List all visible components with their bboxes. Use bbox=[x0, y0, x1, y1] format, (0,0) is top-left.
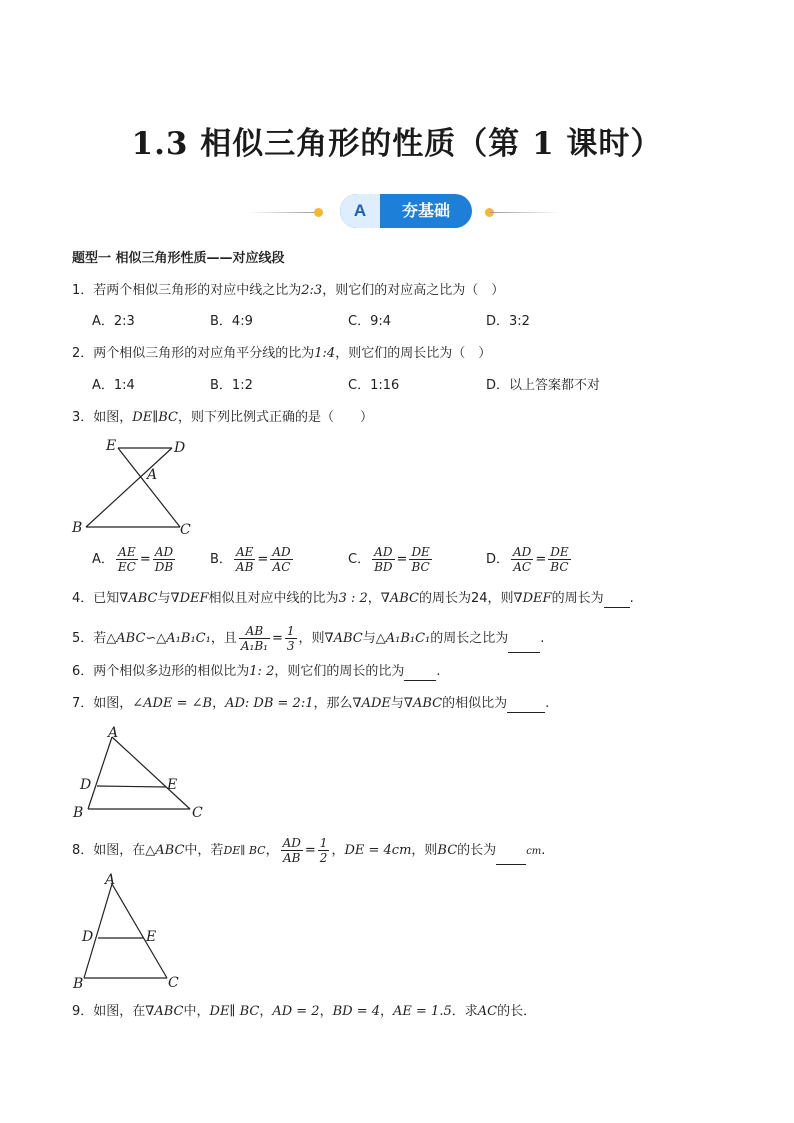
q2-stem: 2．两个相似三角形的对应角平分线的比为 bbox=[72, 346, 315, 361]
q1-ratio: 2:3 bbox=[301, 283, 323, 298]
banner-letter: A bbox=[340, 194, 380, 228]
q9-ae-value: AE = 1.5 bbox=[393, 1004, 452, 1019]
q8-text-5: ，则 bbox=[411, 843, 438, 858]
q7-text-3: ，那么 bbox=[313, 696, 353, 711]
q4-end: . bbox=[629, 591, 634, 606]
q8-num: AD bbox=[282, 836, 301, 850]
q3a-num-1: AE bbox=[116, 545, 138, 560]
q3-label-B: B bbox=[72, 520, 83, 536]
q7-label-E: E bbox=[167, 777, 178, 793]
q2-ratio: 1:4 bbox=[314, 346, 336, 361]
q3d-frac-2 bbox=[548, 545, 570, 574]
question-3 bbox=[72, 409, 373, 427]
q3a-frac-2 bbox=[153, 545, 175, 574]
banner-right-line bbox=[490, 212, 560, 213]
q3-label-E: E bbox=[106, 438, 117, 454]
q5-triangle-abc: ∇ABC bbox=[324, 631, 363, 646]
q7-end: . bbox=[545, 696, 550, 711]
q3a-num-2: AD bbox=[153, 545, 175, 560]
q7-segment-AB bbox=[88, 737, 112, 809]
q8-label-A: A bbox=[105, 872, 116, 888]
q8-den: AB bbox=[283, 851, 301, 865]
q3-option-d[interactable]: D． $\frac{AD}{AC}$ = $\frac{DE}{BC}$ bbox=[486, 545, 569, 574]
q4-triangle-abc-2: ∇ABC bbox=[380, 591, 419, 606]
q5-frac-ab bbox=[239, 624, 270, 653]
question-2 bbox=[72, 345, 491, 363]
q5-text-1: 5．若 bbox=[72, 631, 107, 646]
q3-option-b[interactable]: B． $\frac{AE}{AB}$ = $\frac{AD}{AC}$ bbox=[210, 545, 291, 574]
q6-answer-blank[interactable] bbox=[404, 666, 436, 681]
q8-label-C: C bbox=[168, 975, 179, 991]
q6-ratio: 1: 2 bbox=[249, 664, 275, 679]
q3b-frac-1 bbox=[234, 545, 255, 574]
q7-label-D: D bbox=[80, 777, 92, 793]
q7-text-2: ， bbox=[212, 696, 226, 711]
q9-text-7: 的长． bbox=[497, 1004, 537, 1019]
q6-text-1: 6．两个相似多边形的相似比为 bbox=[72, 664, 250, 679]
q7-label-B: B bbox=[73, 805, 84, 821]
q4-triangle-def: ∇DEF bbox=[170, 591, 209, 606]
q7-triangle-ade: ∇ADE bbox=[352, 696, 391, 711]
q3c-frac-1 bbox=[372, 545, 394, 574]
q3b-frac-2 bbox=[270, 545, 292, 574]
q3d-frac-1 bbox=[511, 545, 533, 574]
q3b-num-1: AE bbox=[234, 545, 255, 560]
q9-triangle-abc: ∇ABC bbox=[145, 1004, 184, 1019]
q9-text-6: ．求 bbox=[451, 1004, 478, 1019]
q9-text-5: ， bbox=[380, 1004, 394, 1019]
q3c-den-1: BD bbox=[374, 560, 393, 574]
q3a-label: A． bbox=[92, 552, 114, 567]
q3-condition: DE∥BC bbox=[132, 410, 178, 425]
q3b-num-2: AD bbox=[272, 545, 291, 559]
question-4 bbox=[72, 590, 634, 608]
q8-length-condition: DE = 4cm bbox=[344, 843, 412, 858]
question-8 bbox=[72, 836, 545, 865]
section-heading: 题型一 相似三角形性质——对应线段 bbox=[72, 251, 285, 266]
q3-option-c[interactable]: C． $\frac{AD}{BD}$ = $\frac{DE}{BC}$ bbox=[348, 545, 430, 574]
q2-option-c[interactable]: C．1:16 bbox=[348, 378, 400, 393]
q5-text-4: 与 bbox=[362, 631, 376, 646]
q4-perimeter: 24 bbox=[470, 591, 488, 606]
q8-frac-value bbox=[318, 836, 330, 865]
q8-text-6: 的长为 bbox=[457, 843, 497, 858]
q8-frac-ad-ab bbox=[281, 836, 303, 865]
q2-option-b[interactable]: B．1:2 bbox=[210, 378, 253, 393]
q5-text-5: 的周长之比为 bbox=[430, 631, 509, 646]
q7-text-1: 7．如图， bbox=[72, 696, 133, 711]
q5-frac-num: 1 bbox=[286, 624, 295, 638]
q1-option-c[interactable]: C．9:4 bbox=[348, 314, 391, 329]
q5-num: AB bbox=[239, 624, 270, 639]
q2-option-a[interactable]: A．1:4 bbox=[92, 378, 135, 393]
question-7 bbox=[72, 695, 549, 713]
q3-figure bbox=[70, 436, 200, 536]
q8-figure bbox=[70, 872, 200, 992]
q5-answer-blank[interactable] bbox=[508, 638, 540, 653]
q7-segment-AC bbox=[112, 737, 190, 809]
q4-ratio: 3 : 2 bbox=[338, 591, 368, 606]
q8-label-B: B bbox=[73, 976, 84, 992]
q2-option-d[interactable]: D．以上答案都不对 bbox=[486, 378, 601, 393]
q3c-den-2: BC bbox=[411, 560, 430, 574]
q3-label-C: C bbox=[180, 522, 191, 538]
q3a-den-2: DB bbox=[154, 560, 174, 574]
q3-stem: 3．如图， bbox=[72, 410, 133, 425]
q4-triangle-abc: ∇ABC bbox=[119, 591, 158, 606]
q9-text-2: 中， bbox=[183, 1004, 210, 1019]
q5-text-3: ，则 bbox=[298, 631, 325, 646]
q3d-num-1: AD bbox=[513, 545, 532, 559]
q8-label-E: E bbox=[146, 929, 157, 945]
q3c-num-1: AD bbox=[372, 545, 394, 560]
q3-tail: ，则下列比例式正确的是（ ） bbox=[177, 410, 373, 425]
q6-text-2: ，则它们的周长的比为 bbox=[274, 664, 405, 679]
q4-triangle-def-2: ∇DEF bbox=[513, 591, 552, 606]
q3b-den-2: AC bbox=[272, 560, 291, 574]
q7-segment-DE bbox=[97, 786, 166, 787]
q7-label-C: C bbox=[192, 805, 203, 821]
q9-text-3: ， bbox=[259, 1004, 273, 1019]
q1-option-b[interactable]: B．4:9 bbox=[210, 314, 253, 329]
q4-text-4: ， bbox=[367, 591, 381, 606]
question-6 bbox=[72, 663, 441, 681]
q5-similarity: △ABC∽△A₁B₁C₁ bbox=[106, 631, 211, 646]
q5-triangle-a1b1c1: △A₁B₁C₁ bbox=[375, 631, 431, 646]
q7-triangle-abc: ∇ABC bbox=[403, 696, 443, 711]
q4-text-6: ，则 bbox=[487, 591, 514, 606]
q8-parallel-condition: DE∥ BC bbox=[223, 844, 266, 857]
q8-unit: cm bbox=[526, 846, 542, 857]
q3c-num-2: DE bbox=[411, 545, 430, 559]
q3-label-A: A bbox=[147, 467, 158, 483]
q1-option-a[interactable]: A．2:3 bbox=[92, 314, 135, 329]
q1-tail: ，则它们的对应高之比为（ ） bbox=[322, 283, 505, 298]
q8-eq: = bbox=[304, 843, 316, 858]
q9-text-4: ， bbox=[319, 1004, 333, 1019]
q3d-den-1: AC bbox=[513, 560, 532, 574]
q6-end: . bbox=[436, 664, 441, 679]
q5-text-2: ，且 bbox=[210, 631, 237, 646]
q3b-den-1: AB bbox=[235, 560, 254, 574]
q3c-label: C． bbox=[348, 552, 371, 567]
q5-end: . bbox=[540, 631, 545, 646]
q1-stem: 1．若两个相似三角形的对应中线之比为 bbox=[72, 283, 302, 298]
q9-bd-value: BD = 4 bbox=[332, 1004, 380, 1019]
q9-text-1: 9．如图，在 bbox=[72, 1004, 146, 1019]
q8-triangle-abc: △ABC bbox=[145, 843, 185, 858]
q8-text-1: 8．如图，在 bbox=[72, 843, 146, 858]
q3a-den-1: EC bbox=[117, 560, 136, 574]
q3c-frac-2 bbox=[409, 545, 431, 574]
q3d-num-2: DE bbox=[550, 545, 569, 559]
page-title: 1.3 相似三角形的性质（第 1 课时） bbox=[131, 126, 663, 162]
question-5 bbox=[72, 624, 544, 653]
q8-segment-bc: BC bbox=[437, 843, 458, 858]
q3b-label: B． bbox=[210, 552, 232, 567]
q7-ratio-condition: AD: DB = 2:1 bbox=[225, 696, 314, 711]
q7-text-5: 的相似比为 bbox=[442, 696, 508, 711]
q7-figure bbox=[70, 725, 210, 825]
q3-option-a[interactable]: A． $\frac{AE}{EC}$ = $\frac{AD}{DB}$ bbox=[92, 545, 174, 574]
q3-label-D: D bbox=[174, 440, 186, 456]
q4-text-1: 4．已知 bbox=[72, 591, 120, 606]
q8-frac-num: 1 bbox=[319, 836, 328, 850]
q3-segment-DB bbox=[86, 448, 172, 527]
q7-angle-condition: ∠ADE = ∠B bbox=[132, 696, 213, 711]
q7-label-A: A bbox=[108, 725, 119, 741]
q4-text-2: 与 bbox=[157, 591, 171, 606]
q8-end: . bbox=[541, 843, 546, 858]
q5-den: A₁B₁ bbox=[240, 639, 268, 653]
question-9 bbox=[72, 1003, 536, 1021]
q5-eq: = bbox=[271, 631, 283, 646]
q4-text-5: 的周长为 bbox=[418, 591, 471, 606]
q9-parallel-condition: DE∥ BC bbox=[209, 1004, 260, 1019]
q4-text-7: 的周长为 bbox=[551, 591, 604, 606]
q7-answer-blank[interactable] bbox=[507, 698, 545, 713]
q3d-den-2: BC bbox=[550, 560, 569, 574]
banner-left-dot bbox=[314, 208, 323, 217]
question-1 bbox=[72, 282, 504, 300]
q1-option-d[interactable]: D．3:2 bbox=[486, 314, 530, 329]
q8-frac-den: 2 bbox=[319, 851, 328, 865]
q9-segment-ac: AC bbox=[477, 1004, 498, 1019]
q8-text-2: 中，若 bbox=[184, 843, 224, 858]
q5-frac-value bbox=[285, 624, 297, 653]
banner-pill bbox=[340, 194, 472, 228]
q8-label-D: D bbox=[82, 929, 94, 945]
q5-frac-den: 3 bbox=[286, 639, 295, 653]
q3d-label: D． bbox=[486, 552, 510, 567]
q4-answer-blank[interactable] bbox=[604, 593, 630, 608]
banner-left-line bbox=[248, 212, 318, 213]
q3-segment-EC bbox=[118, 448, 180, 527]
q8-answer-blank[interactable] bbox=[496, 850, 526, 865]
q8-text-3: ， bbox=[265, 843, 279, 858]
q7-text-4: 与 bbox=[390, 696, 404, 711]
q9-ad-value: AD = 2 bbox=[272, 1004, 320, 1019]
q8-segment-AC bbox=[112, 884, 167, 978]
q2-tail: ，则它们的周长比为（ ） bbox=[335, 346, 492, 361]
q8-text-4: ， bbox=[331, 843, 345, 858]
q4-text-3: 相似且对应中线的比为 bbox=[208, 591, 339, 606]
q3a-frac-1 bbox=[116, 545, 138, 574]
banner-label: 夯基础 bbox=[401, 201, 450, 220]
